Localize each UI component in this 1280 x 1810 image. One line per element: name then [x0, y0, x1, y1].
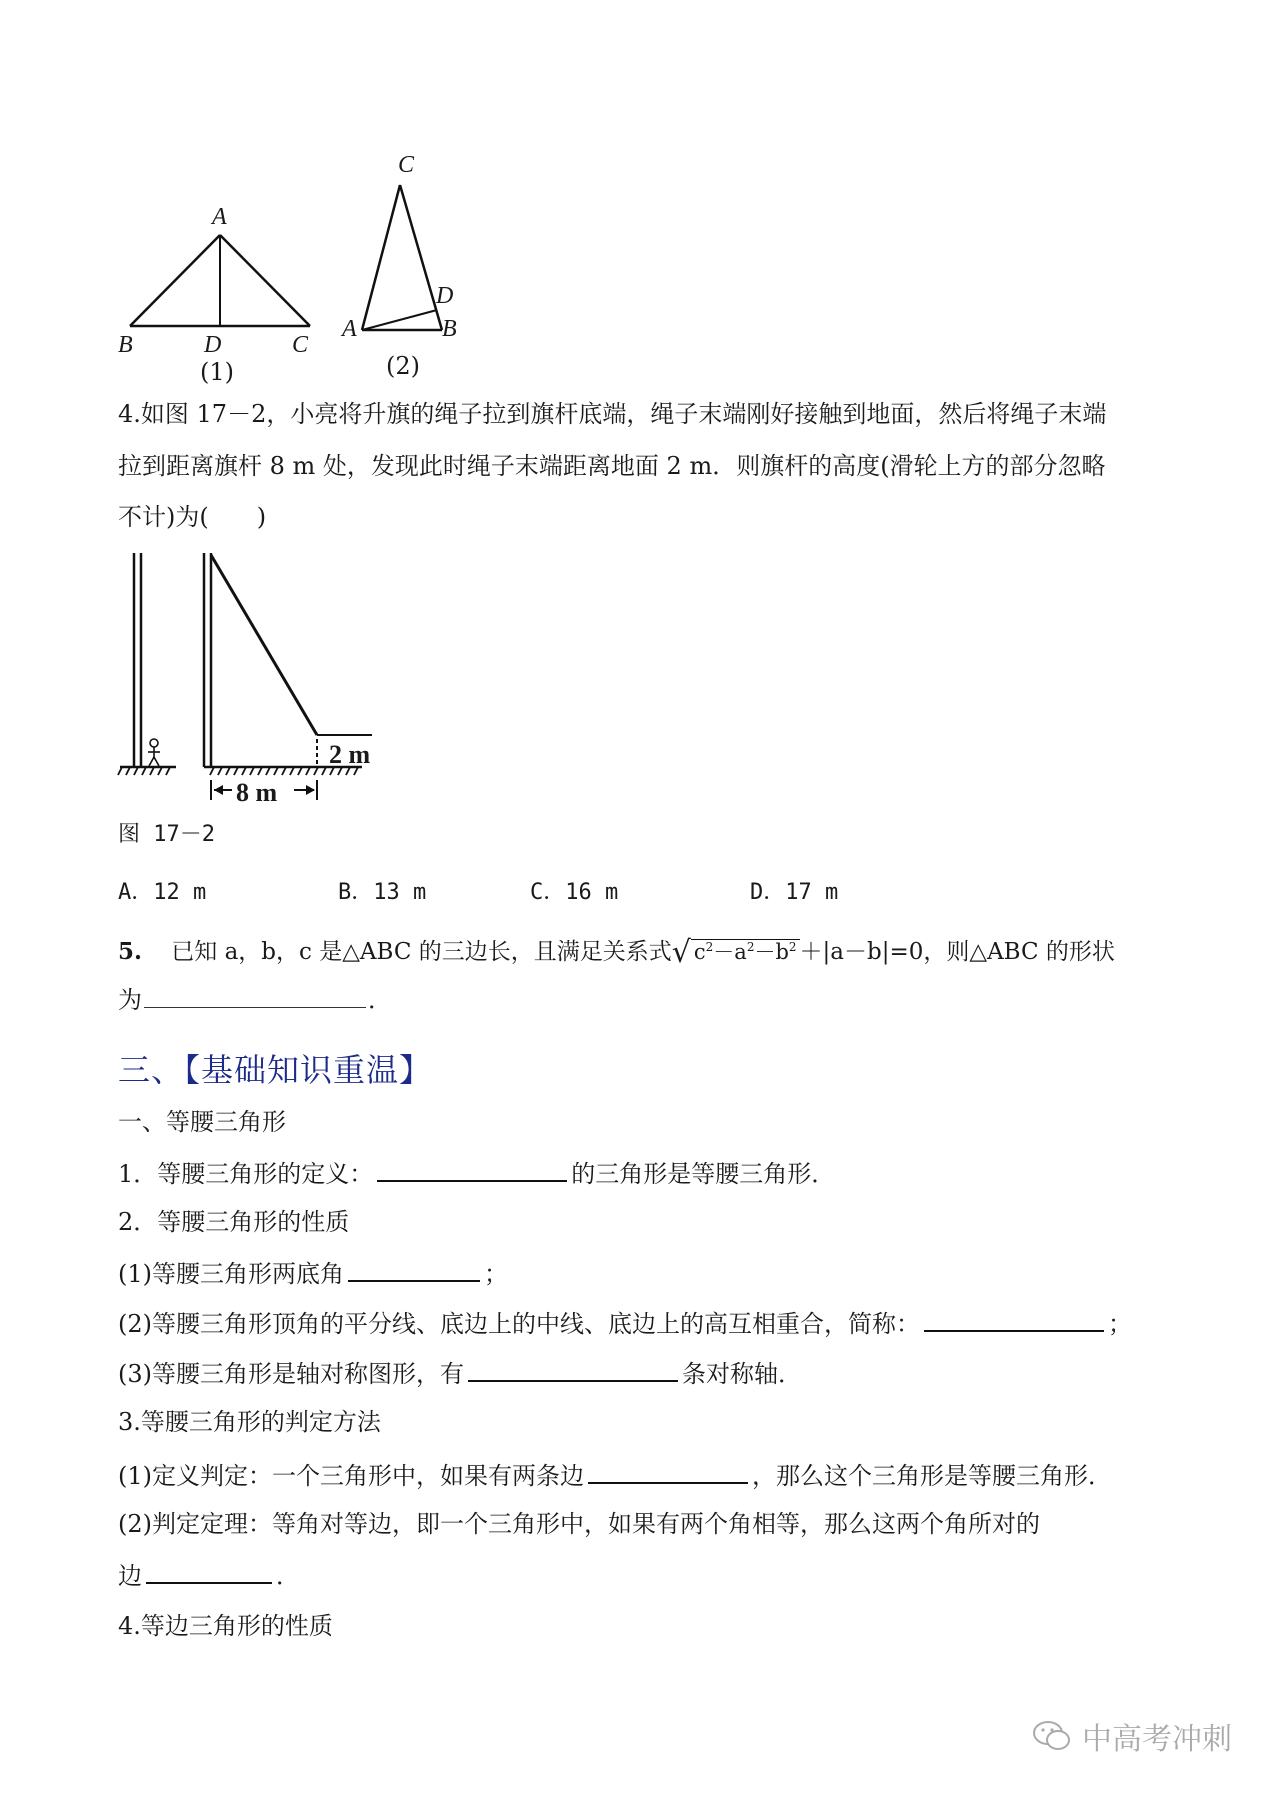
fig2-caption: (2) — [386, 352, 420, 380]
item-3-2-blank[interactable] — [146, 1560, 272, 1584]
option-c[interactable]: C．16 m — [530, 880, 619, 905]
fig1-label-c: C — [292, 332, 309, 358]
fig1-label-b: B — [118, 332, 133, 358]
fig1-label-d: D — [204, 332, 222, 358]
figure-17-2-caption: 图 17－2 — [118, 822, 215, 847]
section-3-title: 三、【基础知识重温】 — [118, 1051, 433, 1089]
item-2: 2．等腰三角形的性质 — [118, 1208, 350, 1236]
item-1: 1．等腰三角形的定义： 的三角形是等腰三角形． — [118, 1160, 836, 1188]
fig2-label-a: A — [342, 316, 357, 342]
q5-line-2: 为 ． — [118, 986, 392, 1014]
option-d[interactable]: D．17 m — [750, 880, 839, 905]
item-2-1-blank[interactable] — [348, 1258, 480, 1282]
flagpole-height-label: 2 m — [329, 740, 371, 769]
q5-radicand: $c^2-a^2-b^2$ — [691, 939, 800, 965]
item-4: 4.等边三角形的性质 — [118, 1612, 333, 1640]
fig2-label-c: C — [398, 152, 415, 178]
item-2-3-blank[interactable] — [468, 1358, 678, 1382]
figure-17-2-flagpole — [110, 545, 390, 815]
fig1-label-a: A — [212, 204, 227, 230]
item-3-2-line-2: 边 ． — [118, 1562, 300, 1590]
fig2-label-b: B — [442, 316, 457, 342]
item-3: 3.等腰三角形的判定方法 — [118, 1408, 381, 1436]
sqrt-sign: √ — [671, 935, 691, 970]
item-2-1: (1)等腰三角形两底角 ； — [118, 1260, 508, 1288]
item-2-2-blank[interactable] — [924, 1308, 1104, 1332]
flagpole-distance-label: 8 m — [236, 778, 278, 807]
q4-line-2: 拉到距离旗杆 8 m 处，发现此时绳子末端距离地面 2 m．则旗杆的高度(滑轮上方的部分忽略 — [118, 452, 1106, 480]
item-3-2-line-1: (2)判定定理：等角对等边，即一个三角形中，如果有两个角相等，那么这两个角所对的 — [118, 1510, 1040, 1538]
q5-text-before: 已知 a，b，c 是△ABC 的三边长，且满足关系式 — [171, 939, 672, 965]
item-3-1: (1)定义判定：一个三角形中，如果有两条边 ，那么这个三角形是等腰三角形． — [118, 1462, 1112, 1490]
q4-line-3: 不计)为( ) — [118, 503, 267, 531]
item-2-3: (3)等腰三角形是轴对称图形，有 条对称轴． — [118, 1360, 802, 1388]
q4-line-1: 4.如图 17－2，小亮将升旗的绳子拉到旗杆底端，绳子末端刚好接触到地面，然后将绳子末端 — [118, 400, 1107, 428]
item-1-blank[interactable] — [377, 1158, 567, 1182]
wechat-icon — [1032, 1719, 1072, 1753]
q5-number: 5. — [118, 938, 143, 965]
q5-answer-blank[interactable] — [144, 985, 366, 1008]
watermark — [1032, 1714, 1232, 1758]
q5-text-after: ＋|a－b|=0，则△ABC 的形状 — [799, 939, 1115, 965]
q5-line-1 — [118, 935, 1115, 971]
item-2-2: (2)等腰三角形顶角的平分线、底边上的中线、底边上的高互相重合，简称： ； — [118, 1310, 1132, 1338]
option-b[interactable]: B．13 m — [338, 880, 427, 905]
fig2-label-d: D — [436, 283, 454, 309]
fig1-caption: (1) — [200, 358, 234, 386]
heading-isosceles: 一、等腰三角形 — [118, 1108, 286, 1136]
option-a[interactable]: A．12 m — [118, 880, 207, 905]
watermark-text: 中高考冲刺 — [1082, 1722, 1232, 1757]
item-3-1-blank[interactable] — [588, 1460, 748, 1484]
